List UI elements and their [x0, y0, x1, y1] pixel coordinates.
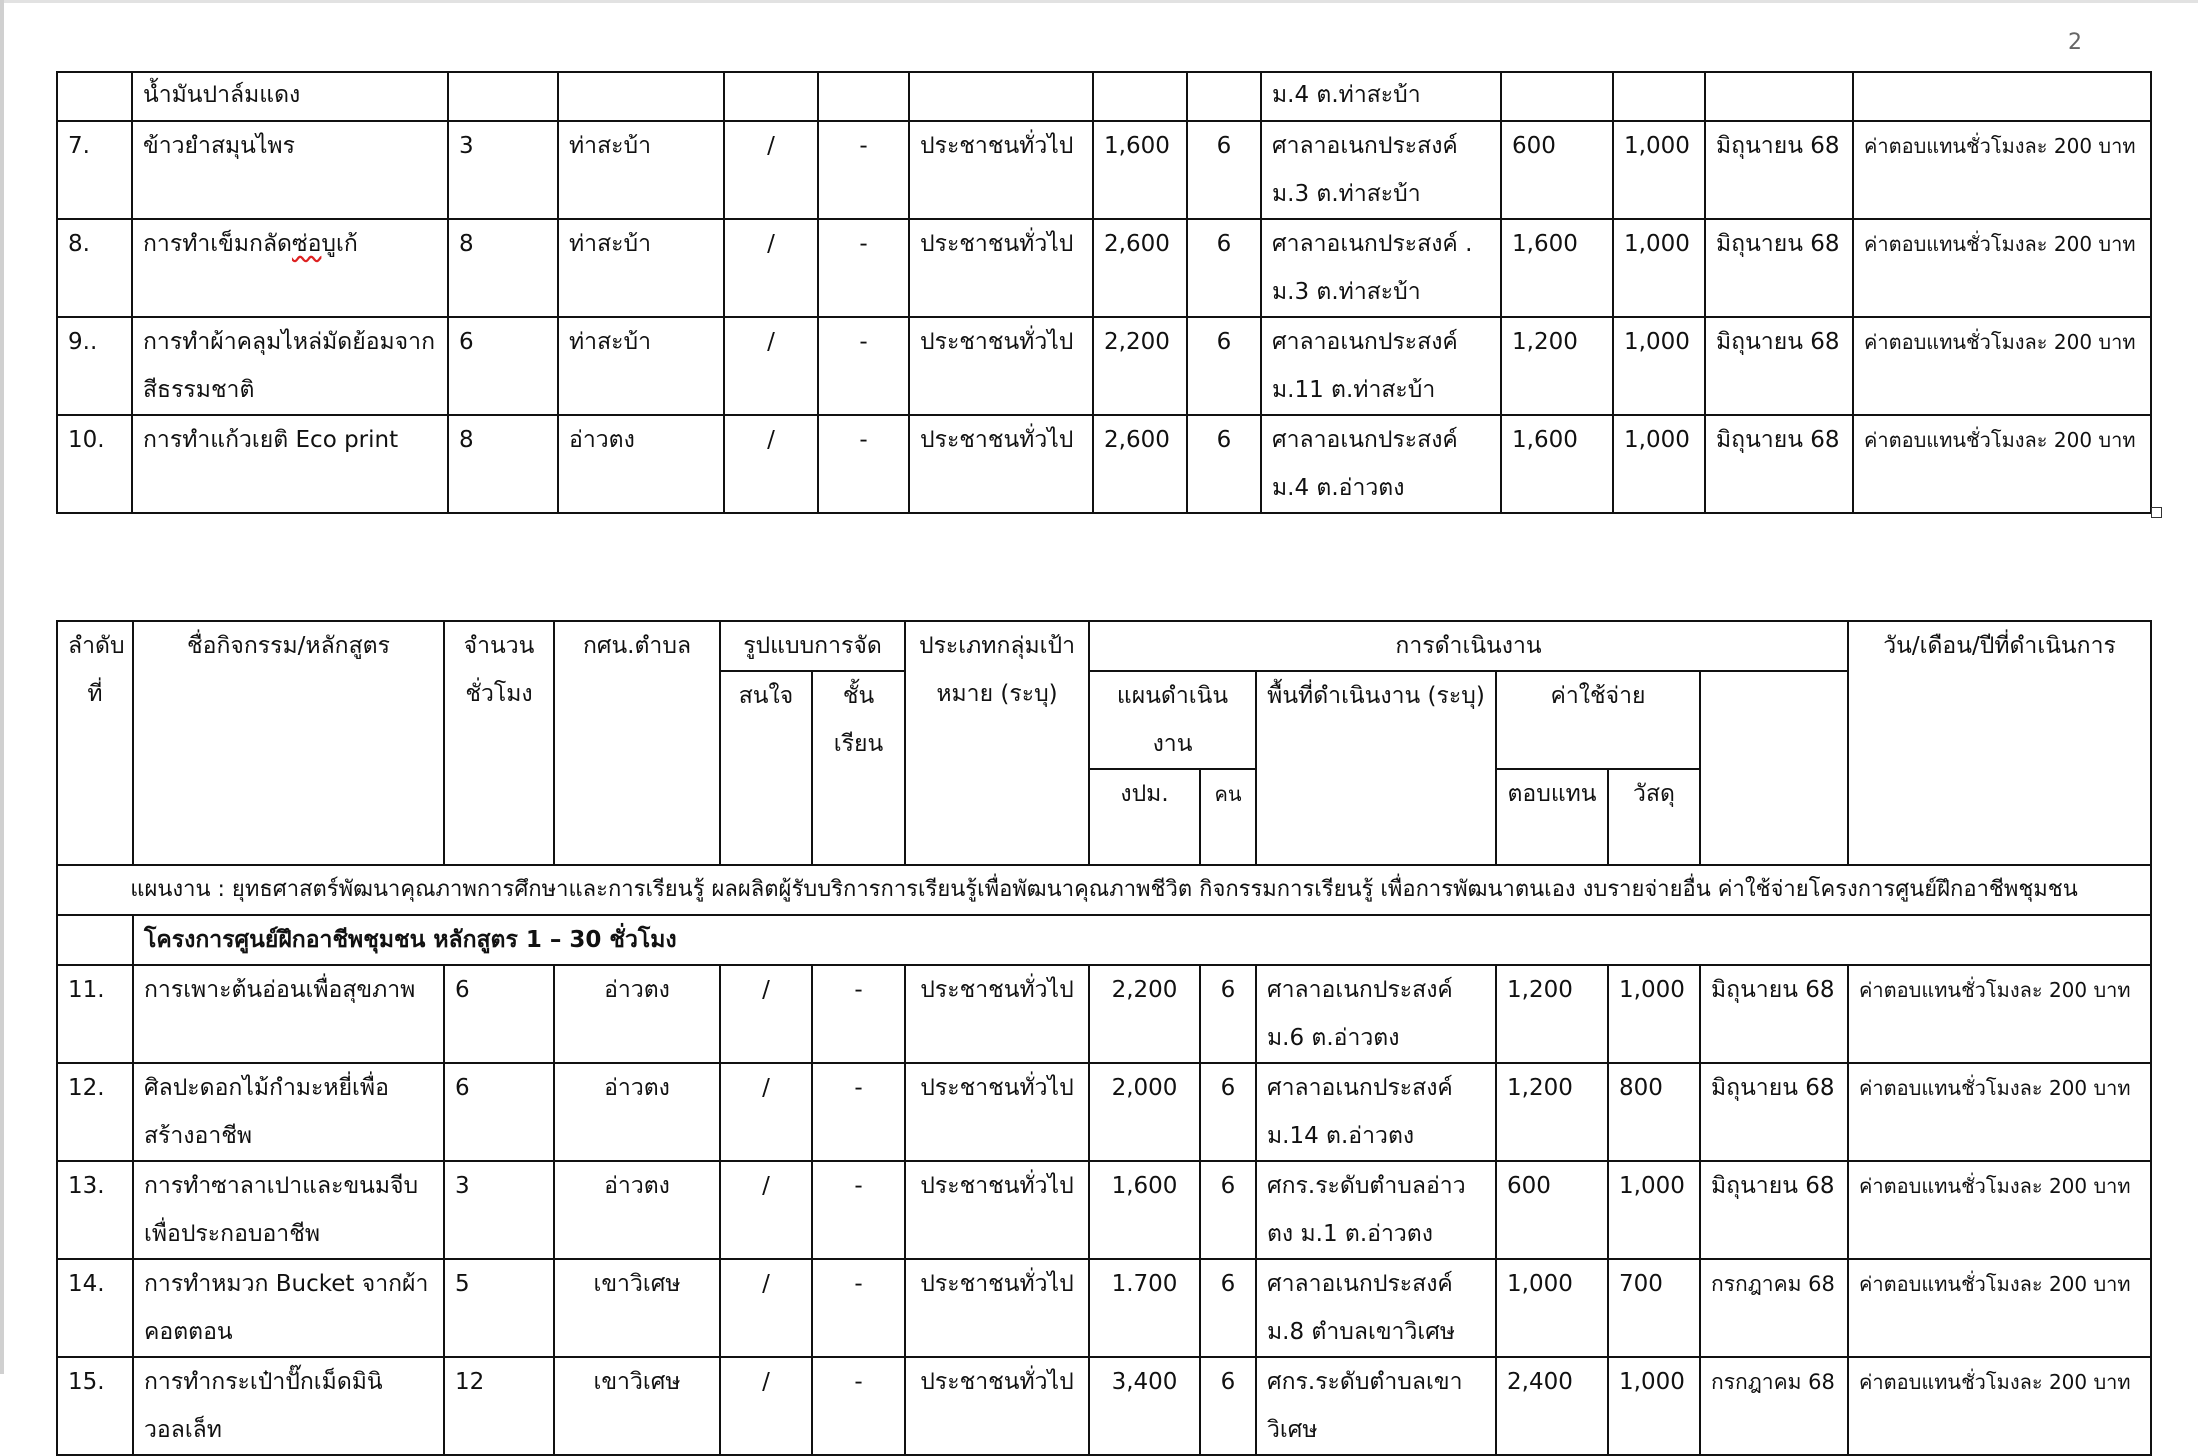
cell-remark: ค่าตอบแทนชั่วโมงละ 200 บาท — [1853, 121, 2151, 219]
cell-material: 1,000 — [1613, 219, 1705, 317]
cell-people: 6 — [1200, 1259, 1256, 1357]
header-class: ชั้นเรียน — [812, 671, 905, 865]
cell-remark: ค่าตอบแทนชั่วโมงละ 200 บาท — [1848, 965, 2151, 1063]
cell-material: 1,000 — [1613, 121, 1705, 219]
cell-remark: ค่าตอบแทนชั่วโมงละ 200 บาท — [1848, 1259, 2151, 1357]
table-row — [57, 1063, 2151, 1161]
cell-class: - — [818, 121, 909, 219]
project-row — [57, 915, 2151, 965]
cell-class: - — [812, 1259, 905, 1357]
table-bottom — [56, 620, 2152, 1456]
cell-people — [1187, 72, 1261, 121]
cell-district: ท่าสะบ้า — [558, 317, 724, 415]
cell-remark: ค่าตอบแทนชั่วโมงละ 200 บาท — [1848, 1161, 2151, 1259]
cell-target: ประชาชนทั่วไป — [905, 1259, 1089, 1357]
cell-no — [57, 72, 132, 121]
cell-district — [558, 72, 724, 121]
cell-class: - — [818, 219, 909, 317]
header-row — [57, 621, 2151, 671]
project-title: โครงการศูนย์ฝึกอาชีพชุมชน หลักสูตร 1 – 30 ชั่วโมง — [133, 915, 2151, 965]
cell-date: มิถุนายน 68 — [1700, 1161, 1848, 1259]
cell-target: ประชาชนทั่วไป — [909, 415, 1093, 513]
cell-class: - — [818, 317, 909, 415]
cell-area: ศาลาอเนกประสงค์ ม.14 ต.อ่าวตง — [1256, 1063, 1496, 1161]
cell-area: ศาลาอเนกประสงค์ ม.4 ต.อ่าวตง — [1261, 415, 1501, 513]
cell-district: ท่าสะบ้า — [558, 219, 724, 317]
cell-hours: 8 — [448, 415, 558, 513]
cell-no: 13. — [57, 1161, 133, 1259]
header-pay: ตอบแทน — [1496, 769, 1608, 865]
cell-material: 700 — [1608, 1259, 1700, 1357]
table-row — [57, 1259, 2151, 1357]
cell-name: น้ำมันปาล์มแดง — [132, 72, 448, 121]
cell-hours: 6 — [444, 965, 554, 1063]
cell-target: ประชาชนทั่วไป — [905, 1357, 1089, 1455]
cell-area: ศาลาอเนกประสงค์ ม.11 ต.ท่าสะบ้า — [1261, 317, 1501, 415]
cell-area: ศาลาอเนกประสงค์ ม.6 ต.อ่าวตง — [1256, 965, 1496, 1063]
cell-pay: 1,200 — [1501, 317, 1613, 415]
page-number: 2 — [2068, 30, 2082, 55]
cell-class: - — [812, 1161, 905, 1259]
cell-name: ข้าวยำสมุนไพร — [132, 121, 448, 219]
cell-target: ประชาชนทั่วไป — [905, 965, 1089, 1063]
cell-target — [909, 72, 1093, 121]
cell-district: เขาวิเศษ — [554, 1259, 720, 1357]
table-row — [57, 219, 2151, 317]
table-row — [57, 121, 2151, 219]
cell-remark: ค่าตอบแทนชั่วโมงละ 200 บาท — [1853, 219, 2151, 317]
cell-pay: 600 — [1496, 1161, 1608, 1259]
header-hours: จำนวนชั่วโมง — [444, 621, 554, 865]
cell-people: 6 — [1187, 121, 1261, 219]
cell-people: 6 — [1187, 415, 1261, 513]
cell-district: อ่าวตง — [554, 1063, 720, 1161]
cell-area: ศาลาอเนกประสงค์ . ม.3 ต.ท่าสะบ้า — [1261, 219, 1501, 317]
cell-remark: ค่าตอบแทนชั่วโมงละ 200 บาท — [1853, 317, 2151, 415]
cell-target: ประชาชนทั่วไป — [905, 1063, 1089, 1161]
cell-no: 12. — [57, 1063, 133, 1161]
spellcheck-marked-word: ซ่อ — [291, 231, 322, 257]
cell-district: อ่าวตง — [558, 415, 724, 513]
cell-no: 7. — [57, 121, 132, 219]
cell-name: การทำผ้าคลุมไหล่มัดย้อมจากสีธรรมชาติ — [132, 317, 448, 415]
cell-hours: 3 — [448, 121, 558, 219]
cell-hours: 12 — [444, 1357, 554, 1455]
cell-pay: 1,000 — [1496, 1259, 1608, 1357]
header-operation: การดำเนินงาน — [1089, 621, 1848, 671]
header-people: คน — [1200, 769, 1256, 865]
cell-date: มิถุนายน 68 — [1700, 965, 1848, 1063]
cell-date: กรกฎาคม 68 — [1700, 1259, 1848, 1357]
cell-pay: 2,400 — [1496, 1357, 1608, 1455]
page-left-edge — [0, 0, 4, 1374]
cell-interest — [724, 72, 818, 121]
cell-material: 1,000 — [1613, 317, 1705, 415]
cell-people: 6 — [1200, 1357, 1256, 1455]
plan-text: แผนงาน : ยุทธศาสตร์พัฒนาคุณภาพการศึกษาและการเรียนรู้ ผลผลิตผู้รับบริการการเรียนรู้เพื่อพัฒนาคุณภาพชีวิต กิจกรรมการเรียนรู้ เพื่อการพัฒนาตนเอง งบรายจ่ายอื่น ค่าใช้จ่ายโครงการศูนย์ฝึกอาชีพชุมชน — [57, 865, 2151, 915]
plan-row — [57, 865, 2151, 915]
cell-interest: / — [724, 317, 818, 415]
cell-district: เขาวิเศษ — [554, 1357, 720, 1455]
cell-interest: / — [724, 121, 818, 219]
cell-people: 6 — [1200, 1161, 1256, 1259]
cell-interest: / — [720, 1357, 812, 1455]
cell-people: 6 — [1187, 317, 1261, 415]
table-row — [57, 1357, 2151, 1455]
header-district: กศน.ตำบล — [554, 621, 720, 865]
cell-district: อ่าวตง — [554, 1161, 720, 1259]
cell-people: 6 — [1200, 1063, 1256, 1161]
cell-material: 1,000 — [1608, 1357, 1700, 1455]
cell-budget: 3,400 — [1089, 1357, 1200, 1455]
cell-class — [818, 72, 909, 121]
cell-remark: ค่าตอบแทนชั่วโมงละ 200 บาท — [1848, 1063, 2151, 1161]
cell-interest: / — [720, 1063, 812, 1161]
cell-pay — [1501, 72, 1613, 121]
cell-name: การทำหมวก Bucket จากผ้าคอตตอน — [133, 1259, 444, 1357]
cell-pay: 600 — [1501, 121, 1613, 219]
cell-budget: 2,200 — [1089, 965, 1200, 1063]
header-interest: สนใจ — [720, 671, 812, 865]
table-resize-handle[interactable] — [2151, 507, 2162, 518]
cell-date — [1705, 72, 1853, 121]
cell-name: ศิลปะดอกไม้กำมะหยี่เพื่อสร้างอาชีพ — [133, 1063, 444, 1161]
cell-name-part: บูเก้ — [321, 231, 358, 257]
cell-material: 1,000 — [1613, 415, 1705, 513]
cell-people: 6 — [1187, 219, 1261, 317]
cell-budget: 2,200 — [1093, 317, 1187, 415]
header-name: ชื่อกิจกรรม/หลักสูตร — [133, 621, 444, 865]
cell-name: การทำแก้วเยติ Eco print — [132, 415, 448, 513]
cell-area: ศาลาอเนกประสงค์ ม.8 ตำบลเขาวิเศษ — [1256, 1259, 1496, 1357]
cell-area: ศกร.ระดับตำบลเขาวิเศษ — [1256, 1357, 1496, 1455]
cell-target: ประชาชนทั่วไป — [905, 1161, 1089, 1259]
cell-district: อ่าวตง — [554, 965, 720, 1063]
header-format: รูปแบบการจัด — [720, 621, 905, 671]
cell-class: - — [812, 965, 905, 1063]
table-row — [57, 72, 2151, 121]
table-top — [56, 71, 2152, 514]
cell-no: 15. — [57, 1357, 133, 1455]
cell-date: มิถุนายน 68 — [1705, 415, 1853, 513]
cell-target: ประชาชนทั่วไป — [909, 219, 1093, 317]
header-expense: ค่าใช้จ่าย — [1496, 671, 1700, 769]
header-plan: แผนดำเนินงาน — [1089, 671, 1256, 769]
cell-remark: ค่าตอบแทนชั่วโมงละ 200 บาท — [1853, 415, 2151, 513]
cell-hours: 6 — [448, 317, 558, 415]
cell-pay: 1,600 — [1501, 219, 1613, 317]
cell-material: 800 — [1608, 1063, 1700, 1161]
header-material: วัสดุ — [1608, 769, 1700, 865]
cell-name: การทำกระเป๋าปั๊กเม็ดมินิวอลเล็ท — [133, 1357, 444, 1455]
cell-budget — [1093, 72, 1187, 121]
cell-hours — [448, 72, 558, 121]
page-top-edge — [0, 0, 2198, 3]
cell-no: 11. — [57, 965, 133, 1063]
cell-interest: / — [724, 415, 818, 513]
cell-pay: 1,200 — [1496, 1063, 1608, 1161]
cell-date: มิถุนายน 68 — [1700, 1063, 1848, 1161]
cell-interest: / — [720, 1259, 812, 1357]
cell-area: ศกร.ระดับตำบลอ่าวตง ม.1 ต.อ่าวตง — [1256, 1161, 1496, 1259]
cell-target: ประชาชนทั่วไป — [909, 121, 1093, 219]
cell-budget: 1,600 — [1093, 121, 1187, 219]
cell-remark: ค่าตอบแทนชั่วโมงละ 200 บาท — [1848, 1357, 2151, 1455]
cell-material — [1613, 72, 1705, 121]
cell-interest: / — [720, 965, 812, 1063]
cell-budget: 2,000 — [1089, 1063, 1200, 1161]
table-row — [57, 317, 2151, 415]
cell-class: - — [818, 415, 909, 513]
table-row — [57, 415, 2151, 513]
cell-remark — [1853, 72, 2151, 121]
cell-name — [132, 219, 448, 317]
cell-class: - — [812, 1357, 905, 1455]
cell-material: 1,000 — [1608, 965, 1700, 1063]
cell-material: 1,000 — [1608, 1161, 1700, 1259]
table-row — [57, 1161, 2151, 1259]
cell-no: 10. — [57, 415, 132, 513]
cell-date: มิถุนายน 68 — [1705, 219, 1853, 317]
cell-no: 9.. — [57, 317, 132, 415]
cell-hours: 5 — [444, 1259, 554, 1357]
header-budget: งปม. — [1089, 769, 1200, 865]
cell-area: ม.4 ต.ท่าสะบ้า — [1261, 72, 1501, 121]
cell-pay: 1,200 — [1496, 965, 1608, 1063]
cell-pay: 1,600 — [1501, 415, 1613, 513]
cell-date: มิถุนายน 68 — [1705, 317, 1853, 415]
cell-name: การทำซาลาเปาและขนมจีบเพื่อประกอบอาชีพ — [133, 1161, 444, 1259]
header-date: วัน/เดือน/ปีที่ดำเนินการ — [1848, 621, 2151, 865]
cell-name-part: การทำเข็มกลัด — [143, 231, 292, 257]
cell-hours: 6 — [444, 1063, 554, 1161]
cell-budget: 2,600 — [1093, 219, 1187, 317]
cell-no — [57, 915, 133, 965]
cell-budget: 1,600 — [1089, 1161, 1200, 1259]
cell-people: 6 — [1200, 965, 1256, 1063]
cell-class: - — [812, 1063, 905, 1161]
cell-date: มิถุนายน 68 — [1705, 121, 1853, 219]
cell-no: 8. — [57, 219, 132, 317]
cell-no: 14. — [57, 1259, 133, 1357]
header-target: ประเภทกลุ่มเป้าหมาย (ระบุ) — [905, 621, 1089, 865]
header-no: ลำดับที่ — [57, 621, 133, 865]
cell-hours: 8 — [448, 219, 558, 317]
cell-interest: / — [720, 1161, 812, 1259]
cell-name: การเพาะต้นอ่อนเพื่อสุขภาพ — [133, 965, 444, 1063]
cell-budget: 2,600 — [1093, 415, 1187, 513]
cell-hours: 3 — [444, 1161, 554, 1259]
cell-target: ประชาชนทั่วไป — [909, 317, 1093, 415]
cell-budget: 1.700 — [1089, 1259, 1200, 1357]
cell-interest: / — [724, 219, 818, 317]
cell-area: ศาลาอเนกประสงค์ ม.3 ต.ท่าสะบ้า — [1261, 121, 1501, 219]
cell-district: ท่าสะบ้า — [558, 121, 724, 219]
table-row — [57, 965, 2151, 1063]
header-area: พื้นที่ดำเนินงาน (ระบุ) — [1256, 671, 1496, 865]
cell-date: กรกฎาคม 68 — [1700, 1357, 1848, 1455]
